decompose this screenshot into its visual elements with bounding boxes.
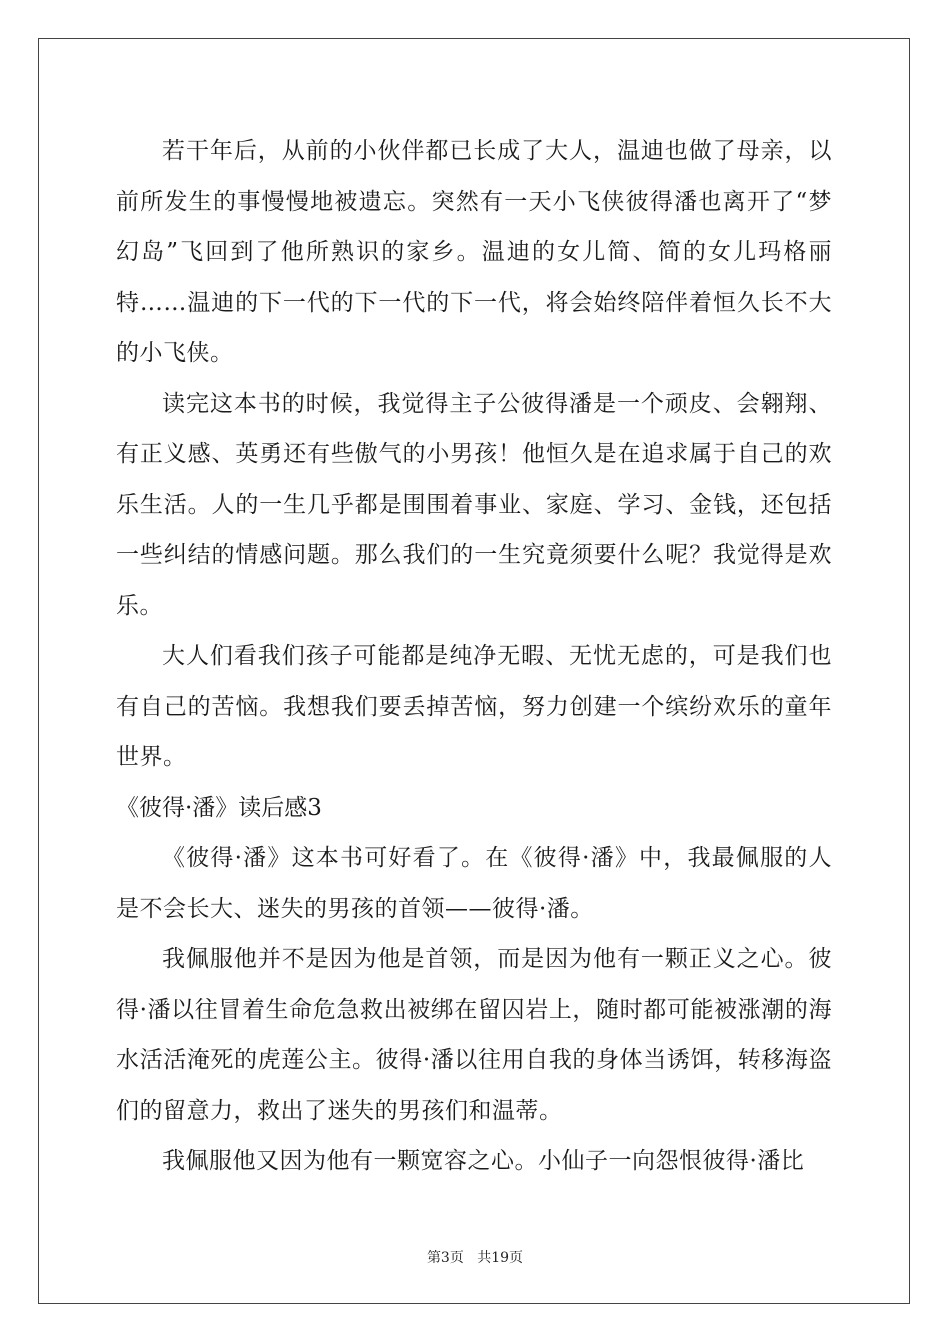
- page-number: 第3页: [426, 1250, 464, 1266]
- page-footer: [0, 1248, 950, 1268]
- page-total: 共19页: [477, 1250, 524, 1266]
- paragraph-1: 若干年后，从前的小伙伴都已长成了大人，温迪也做了母亲，以前所发生的事慢慢地被遗忘。突然有一天小飞侠彼得潘也离开了“梦幻岛”飞回到了他所熟识的家乡。温迪的女儿简、简的女儿玛格丽特……温迪的下一代的下一代的下一代，将会始终陪伴着恒久长不大的小飞侠。: [116, 138, 832, 366]
- paragraph-2: 读完这本书的时候，我觉得主子公彼得潘是一个顽皮、会翱翔、有正义感、英勇还有些傲气的小男孩！他恒久是在追求属于自己的欢乐生活。人的一生几乎都是围围着事业、家庭、学习、金钱，还包括一些纠结的情感问题。那么我们的一生究竟须要什么呢？我觉得是欢乐。: [116, 390, 832, 619]
- document-body: [116, 126, 832, 1187]
- paragraph-5: 我佩服他并不是因为他是首领，而是因为他有一颗正义之心。彼得·潘以往冒着生命危急救出被绑在留囚岩上，随时都可能被涨潮的海水活活淹死的虎莲公主。彼得·潘以往用自我的身体当诱饵，转移海盗们的留意力，救出了迷失的男孩们和温蒂。: [116, 946, 832, 1124]
- paragraph-3: 大人们看我们孩子可能都是纯净无暇、无忧无虑的，可是我们也有自己的苦恼。我想我们要丢掉苦恼，努力创建一个缤纷欢乐的童年世界。: [116, 643, 832, 770]
- paragraph-6: 我佩服他又因为他有一颗宽容之心。小仙子一向怨恨彼得·潘比: [162, 1148, 805, 1174]
- section-heading: 《彼得·潘》读后感3: [116, 794, 322, 821]
- paragraph-4: 《彼得·潘》这本书可好看了。在《彼得·潘》中，我最佩服的人是不会长大、迷失的男孩的首领——彼得·潘。: [116, 845, 832, 922]
